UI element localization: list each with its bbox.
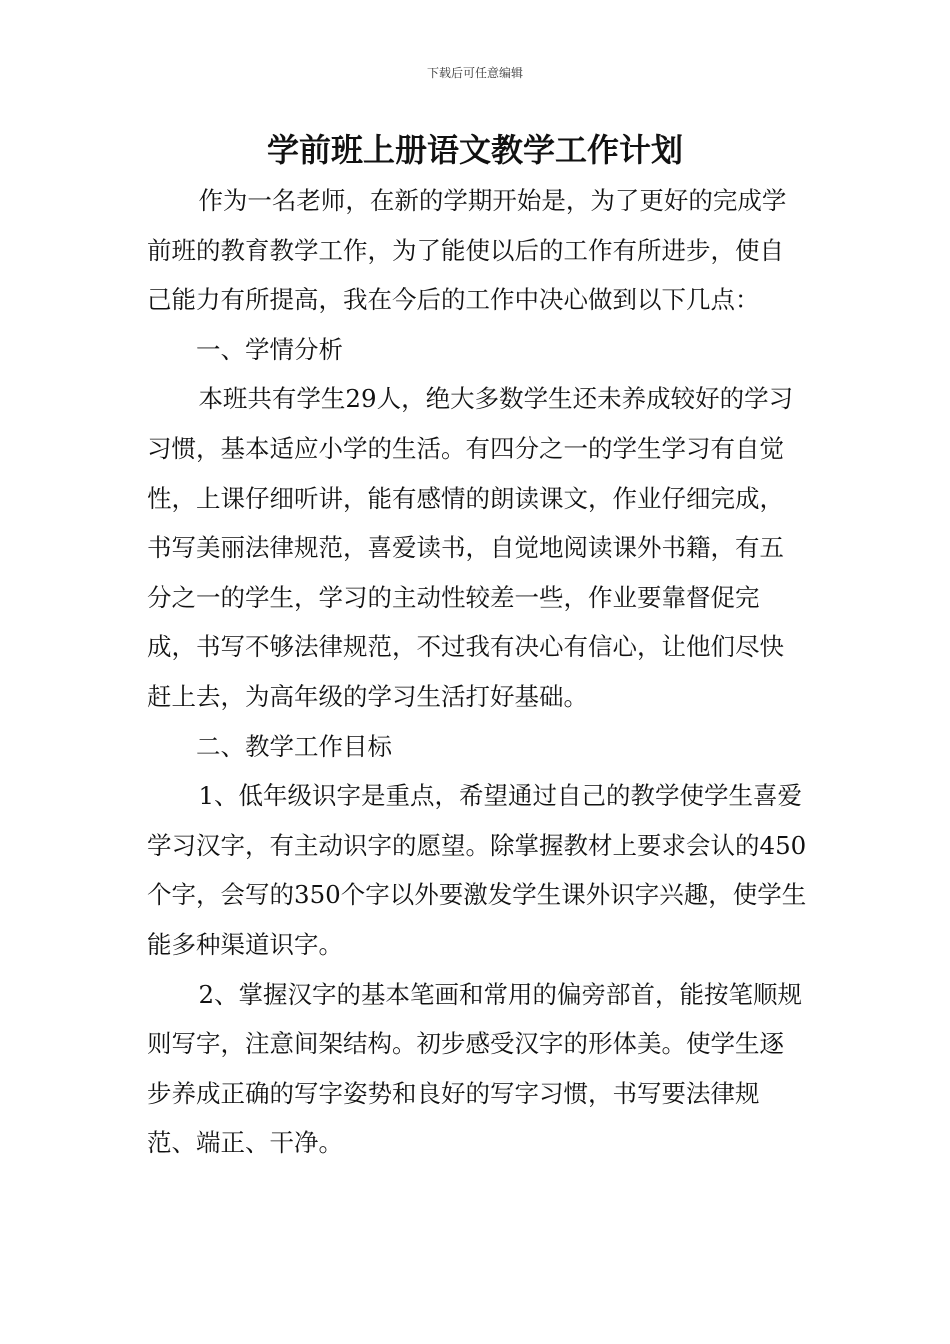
document-title: 学前班上册语文教学工作计划: [266, 131, 683, 169]
document-body: [147, 176, 807, 1168]
goal-paragraph-2: 2、掌握汉字的基本笔画和常用的偏旁部首，能按笔顺规则写字，注意间架结构。初步感受汉字的形体美。使学生逐步养成正确的写字姿势和良好的写字习惯，书写要法律规范、端正、干净。: [147, 979, 803, 1158]
section-heading-analysis: 一、学情分析: [196, 334, 343, 364]
intro-paragraph: 作为一名老师，在新的学期开始是，为了更好的完成学前班的教育教学工作，为了能使以后的工作有所进步，使自己能力有所提高，我在今后的工作中决心做到以下几点：: [147, 186, 787, 315]
goal-paragraph-1: 1、低年级识字是重点，希望通过自己的教学使学生喜爱学习汉字，有主动识字的愿望。除掌握教材上要求会认的450个字，会写的350个字以外要激发学生课外识字兴趣，使学生能多种渠道识字。: [147, 781, 807, 959]
header-note: 下载后可任意编辑: [426, 66, 523, 80]
section-heading-goals: 二、教学工作目标: [196, 731, 392, 761]
analysis-paragraph: 本班共有学生29人，绝大多数学生还未养成较好的学习习惯，基本适应小学的生活。有四分之一的学生学习有自觉性，上课仔细听讲，能有感情的朗读课文，作业仔细完成，书写美丽法律规范，喜爱读书，自觉地阅读课外书籍，有五分之一的学生，学习的主动性较差一些，作业要靠督促完成，书写不够法律规范，不过我有决心有信心，让他们尽快赶上去，为高年级的学习生活打好基础。: [147, 384, 794, 711]
